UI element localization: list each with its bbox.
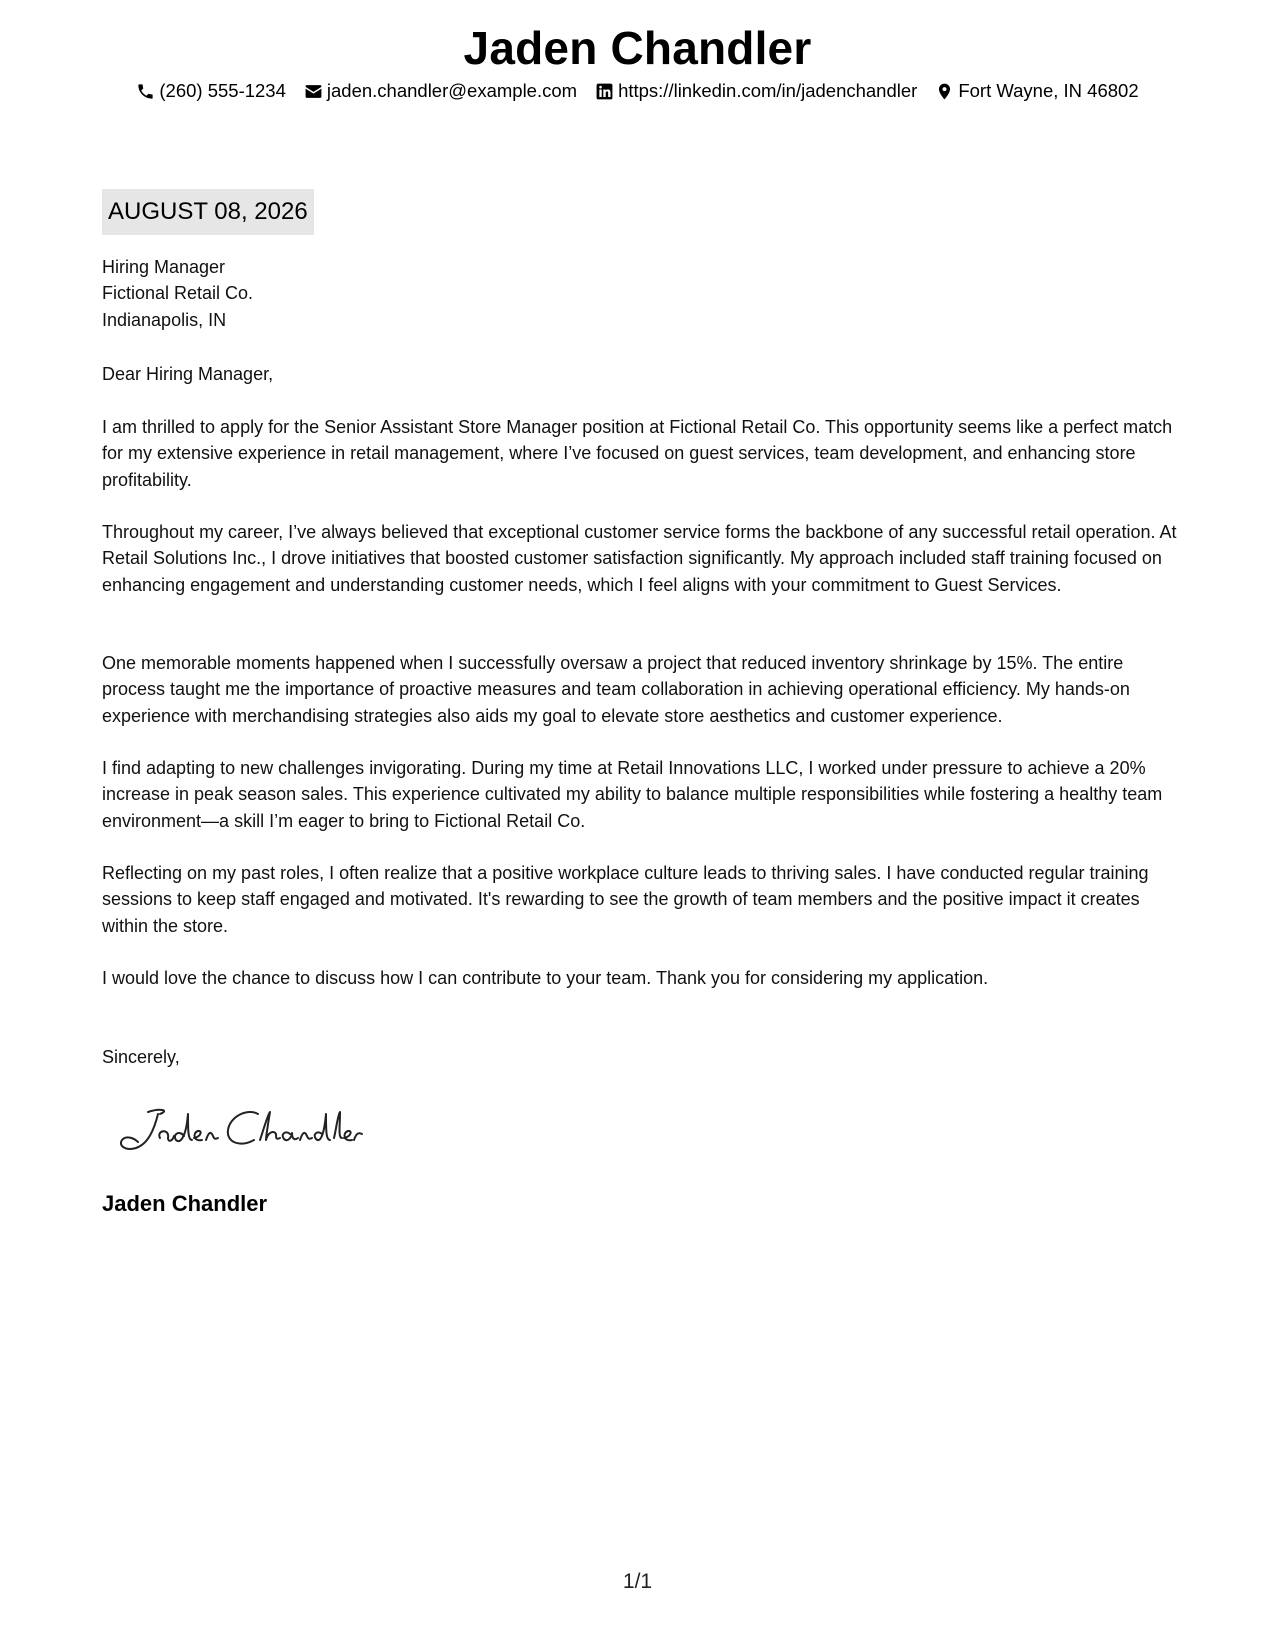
map-pin-icon (935, 82, 954, 101)
recipient-title: Hiring Manager (102, 257, 226, 277)
phone-icon (136, 82, 155, 101)
email-address: jaden.chandler@example.com (326, 80, 578, 101)
letter-date: AUGUST 08, 2026 (102, 189, 314, 235)
letter-paragraph: I find adapting to new challenges invigorating. During my time at Retail Innovations LLC, I worked under pressure to achieve a 20% increase in peak season sales. This experience cultivated my ability to balance multiple responsibilities while fostering a healthy team environment—a skill I’m eager to bring to Fictional Retail Co. (102, 758, 1163, 831)
linkedin-url: https://linkedin.com/in/jadenchandler (618, 80, 918, 101)
salutation: Dear Hiring Manager, (102, 364, 274, 384)
phone-number: (260) 555-1234 (159, 80, 286, 101)
letter-paragraph: Reflecting on my past roles, I often realize that a positive workplace culture leads to thriving sales. I have conducted regular training sessions to keep staff engaged and motivated. It's rewarding to see the growth of team members and the positive impact it creates within the store. (102, 863, 1149, 936)
signer-name: Jaden Chandler (102, 1191, 268, 1216)
letter-paragraph: One memorable moments happened when I successfully oversaw a project that reduced inventory shrinkage by 15%. The entire process taught me the importance of proactive measures and team collaboration in achieving operational efficiency. My hands-on experience with merchandising strategies also aids my goal to elevate store aesthetics and customer experience. (102, 653, 1130, 726)
linkedin-icon (595, 82, 614, 101)
location-text: Fort Wayne, IN 46802 (958, 80, 1139, 101)
letter-paragraph: Throughout my career, I’ve always believed that exceptional customer service forms the backbone of any successful retail operation. At Retail Solutions Inc., I drove initiatives that boosted customer satisfaction significantly. My approach included staff training focused on enhancing engagement and understanding customer needs, which I feel aligns with your commitment to Guest Services. (102, 522, 1177, 595)
contact-email (304, 78, 577, 104)
contact-phone (136, 78, 286, 104)
recipient-location: Indianapolis, IN (102, 309, 227, 330)
page-number: 1/1 (622, 1570, 653, 1593)
envelope-icon (304, 82, 323, 101)
letter-paragraph: I am thrilled to apply for the Senior Assistant Store Manager position at Fictional Retail Co. This opportunity seems like a perfect match for my extensive experience in retail management, where I’ve focused on guest services, team development, and enhancing store profitability. (102, 417, 1173, 490)
signature-image (108, 1100, 368, 1160)
recipient-company: Fictional Retail Co. (102, 283, 254, 304)
closing: Sincerely, (102, 1047, 180, 1067)
applicant-name: Jaden Chandler (463, 22, 812, 74)
contact-line (0, 78, 1275, 104)
recipient-block (102, 254, 1182, 333)
letter-paragraph: I would love the chance to discuss how I can contribute to your team. Thank you for considering my application. (102, 968, 989, 988)
contact-location (935, 78, 1138, 104)
contact-linkedin (595, 78, 917, 104)
